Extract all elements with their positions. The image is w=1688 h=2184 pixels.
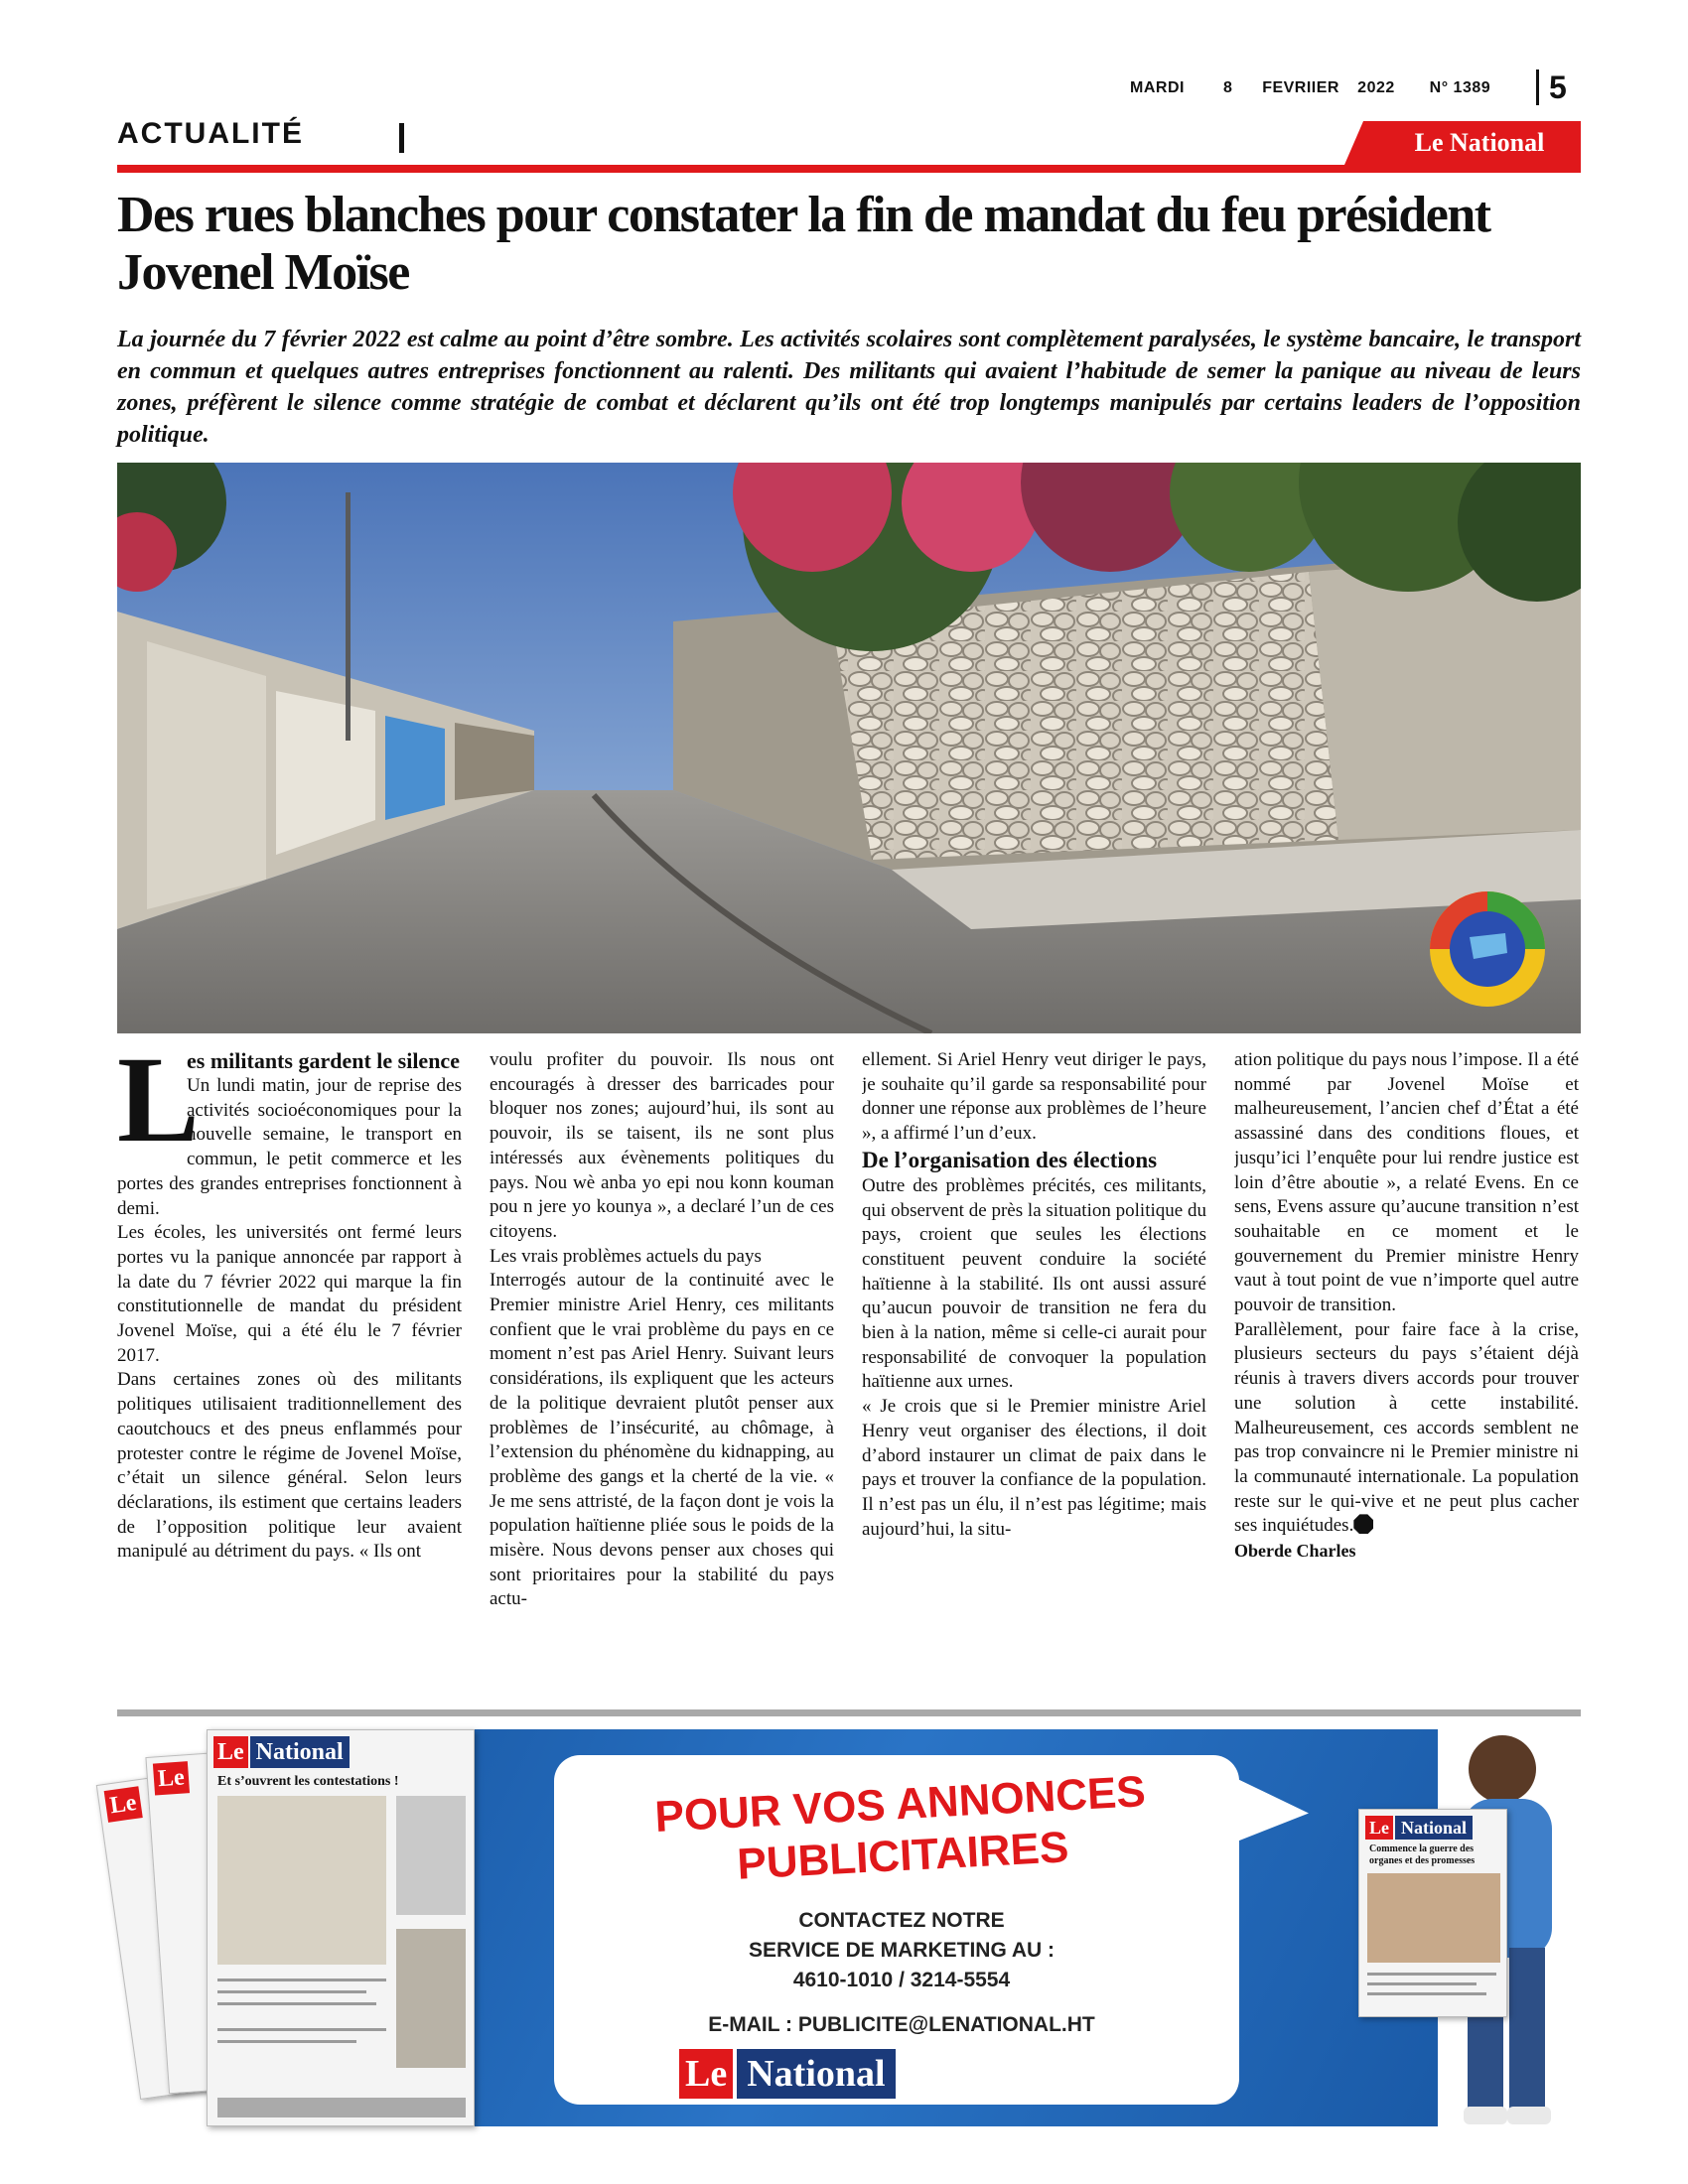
newspaper-photo <box>1367 1873 1500 1963</box>
ad-contact: CONTACTEZ NOTRE SERVICE DE MARKETING AU : 4610-1010 / 3214-5554 <box>584 1906 1219 1995</box>
issue-number: N° 1389 <box>1429 79 1491 96</box>
paragraph: « Je crois que si le Premier ministre Ariel Henry veut organiser des élections, il doit d’abord instaurer un climat de paix dans le pays et trouver la confiance de la population. Il n’est pas un élu, il n’est pas légitime; mais aujourd’hui, la situ- <box>862 1396 1206 1540</box>
newspaper-front <box>207 1729 475 2126</box>
section-subhead: De l’organisation des élections <box>862 1147 1158 1172</box>
section-divider <box>399 123 404 153</box>
newspaper-cartoon <box>217 1796 386 1965</box>
paragraph-text: Parallèlement, pour faire face à la crise, plusieurs secteurs du pays s’étaient déjà réunis à travers divers accords pour trouver une solution à cette instabilité. Malheureusement, ces accords semblent ne pas trop convaincre ni le Premier ministre ni la communauté internationale. La population reste sur le qui-vive et ne peut plus cacher ses inquiétudes. <box>1234 1318 1579 1537</box>
date-month: FEVRIIER <box>1262 79 1339 96</box>
dateline <box>1130 79 1507 97</box>
newspaper-logo-le: Le <box>104 1786 143 1823</box>
article-column-1 <box>117 1048 462 1694</box>
newspaper-headline: Et s’ouvrent les contestations ! <box>217 1774 399 1789</box>
section-label: ACTUALITÉ <box>117 117 304 150</box>
newspaper-ad-strip <box>217 2098 466 2117</box>
newspaper-logo-national: National <box>1395 1816 1473 1840</box>
end-mark-icon <box>1353 1514 1373 1534</box>
byline: Oberde Charles <box>1234 1541 1356 1562</box>
paragraph: ation politique du pays nous l’impose. Il a été nommé par Jovenel Moïse et malheureusement, l’ancien chef d’État a été assassiné dans des conditions floues, et jusqu’ici l’enquête pour lui rendre justice est loin d’être aboutie », a relaté Evens. En ce sens, Evens assure qu’aucune transition n’est souhaitable en ce moment et le gouvernement du Premier ministre Henry vaut à tout point de vue n’importe quel autre pouvoir de transition. <box>1234 1049 1579 1316</box>
article-column-4 <box>1234 1048 1579 1694</box>
header-rule <box>117 165 1581 173</box>
newspaper-logo-le: Le <box>1365 1816 1393 1840</box>
street-scene-illustration <box>117 463 1581 1033</box>
section-subhead: es militants gardent le silence <box>187 1048 460 1073</box>
article-photo <box>117 463 1581 1033</box>
newspaper-logo-le: Le <box>153 1761 190 1795</box>
paragraph: voulu profiter du pouvoir. Ils nous ont encouragés à dresser des barricades pour bloquer nos zones; aujourd’hui, ils sont au pouvoir, ils se taisent, ils ne sont plus intéressés aux évènements politiques du pays. Nou wè anba yo epi nou konn kouman pou n jere yo kounya », a declaré l’un de ces citoyens. <box>490 1049 834 1242</box>
logo-le: Le <box>679 2049 733 2099</box>
newspaper-logo-le: Le <box>213 1736 248 1768</box>
paragraph: ellement. Si Ariel Henry veut diriger le pays, je souhaite qu’il garde sa responsabilité pour donner une réponse aux problèmes de l’heure », a affirmé l’un d’eux. <box>862 1049 1206 1145</box>
ad-brand-logo <box>679 2049 896 2099</box>
article-lead: La journée du 7 février 2022 est calme au point d’être sombre. Les activités scolaires sont complètement paralysées, le système bancaire, le transport en commun et quelques autres entreprises fonctionnent au ralenti. Des militants qui avaient l’habitude de semer la panique au niveau de leurs zones, préfèrent le silence comme stratégie de combat et déclarent qu’ils ont été trop longtemps manipulés par certains leaders de l’opposition politique. <box>117 327 1581 448</box>
ad-separator-rule <box>117 1709 1581 1716</box>
held-newspaper <box>1358 1809 1507 2017</box>
logo-national: National <box>737 2049 895 2099</box>
paragraph <box>1234 1318 1579 1539</box>
paragraph: Dans certaines zones où des militants politiques utilisaient traditionnellement des caoutchoucs et des pneus enflammés pour protester contre le régime de Jovenel Moïse, c’était un silence général. Selon leurs déclarations, ils estiment que certains leaders de l’opposition politique leur avaient manipulé au détriment du pays. « Ils ont <box>117 1369 462 1563</box>
drop-cap: L <box>117 1048 200 1167</box>
advertisement <box>108 1729 1581 2126</box>
newspaper-photo <box>396 1796 466 1915</box>
article-headline: Des rues blanches pour constater la fin de mandat du feu président Jovenel Moïse <box>117 187 1490 301</box>
paragraph: Outre des problèmes précités, ces militants, qui observent de près la situation politique du pays, croient que seules les élections constituent peuvent conduire la société haïtienne à la stabilité. Ils ont aussi assuré qu’aucun pouvoir de transition ne fera du bien à la nation, même si celle-ci aurait pour responsabilité de convoquer la population haïtienne aux urnes. <box>862 1174 1206 1393</box>
paragraph: Les écoles, les universités ont fermé leurs portes vu la panique annoncée par rapport à la date du 7 février 2022 qui marque la fin constitutionnelle de mandat du président Jovenel Moïse, qui a été élu le 7 février 2017. <box>117 1222 462 1366</box>
date-year: 2022 <box>1357 79 1395 96</box>
ad-email: E-MAIL : PUBLICITE@LENATIONAL.HT <box>708 2013 1095 2036</box>
ad-title: POUR VOS ANNONCES PUBLICITAIRES <box>653 1767 1147 1889</box>
article-column-3 <box>862 1048 1206 1694</box>
paragraph: Un lundi matin, jour de reprise des activités socioéconomiques pour la nouvelle semaine, le transport en commun, le petit commerce et les portes des grandes entreprises fonctionnent à demi. <box>117 1075 462 1219</box>
newspaper-headline: Commence la guerre des organes et des promesses <box>1369 1843 1476 1866</box>
paragraph: Les vrais problèmes actuels du pays <box>490 1245 762 1267</box>
newspaper-photo <box>396 1929 466 2068</box>
newspaper-logo-national: National <box>250 1736 350 1768</box>
page-number-divider <box>1536 69 1539 105</box>
page-number: 5 <box>1549 69 1567 105</box>
paragraph: Interrogés autour de la continuité avec le Premier ministre Ariel Henry, ces militants confient que le vrai problème du pays en ce moment n’est pas Ariel Henry. Suivant leurs considérations, ils expliquent que les acteurs de la politique devraient plutôt penser aux problèmes de l’insécurité, au chômage, à l’extension du phénomène du kidnapping, au problème des gangs et la cherté de la vie. « Je me sens attristé, de la façon dont je vois la population haïtienne pliée sous le poids de la misère. Nous devons penser aux choses qui sont prioritaires pour la stabilité du pays actu- <box>490 1270 834 1610</box>
date-number: 8 <box>1223 79 1233 96</box>
ad-phone-numbers: 4610-1010 / 3214-5554 <box>792 1969 1011 1991</box>
article-body <box>117 1048 1581 1694</box>
brand-name: Le National <box>1414 128 1545 157</box>
article-column-2 <box>490 1048 834 1694</box>
date-day: MARDI <box>1130 79 1185 96</box>
